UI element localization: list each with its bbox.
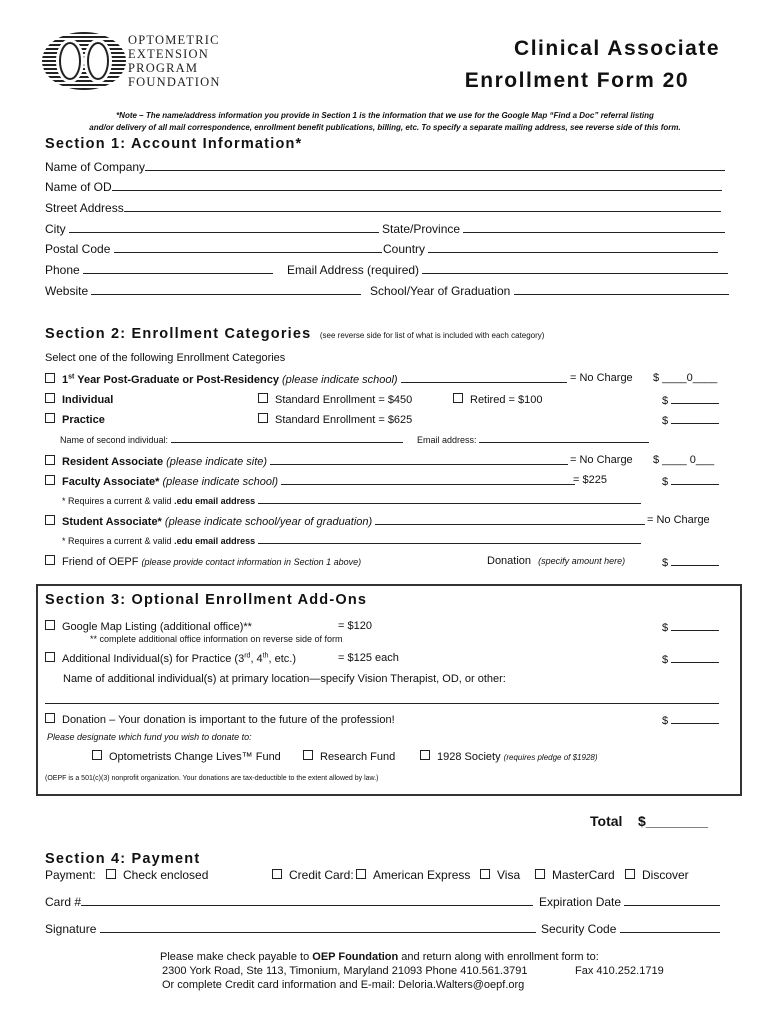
google-map-note: ** complete additional office information on reverse side of form: [90, 634, 343, 644]
google-map-option[interactable]: [45, 620, 252, 633]
friend-dollar: $: [662, 557, 669, 569]
student-note: (please indicate school/year of graduation): [164, 516, 373, 528]
card-number-field[interactable]: [45, 895, 533, 909]
first-year-label-a: 1: [62, 374, 69, 386]
google-map-amount-line[interactable]: [671, 620, 719, 631]
school-line[interactable]: [514, 284, 729, 295]
note: [60, 110, 710, 133]
friend-donation-note: (specify amount here): [538, 556, 626, 566]
faculty-option[interactable]: [45, 474, 575, 488]
company-line[interactable]: [145, 160, 725, 171]
designate-fund-label: Please designate which fund you wish to donate to:: [47, 732, 252, 742]
practice-standard-checkbox[interactable]: [258, 413, 268, 423]
section-2-title-note: (see reverse side for list of what is included with each category): [319, 331, 545, 340]
credit-card-label: Credit Card:: [289, 868, 354, 882]
nonprofit-note: (OEPF is a 501(c)(3) nonprofit organization. Your donations are tax-deductible to the extent allowed by law.): [45, 775, 379, 782]
friend-checkbox[interactable]: [45, 555, 55, 565]
individual-retired-checkbox[interactable]: [453, 393, 463, 403]
additional-amount[interactable]: [662, 652, 719, 666]
donation-label-row: [487, 555, 625, 567]
faculty-edu-prefix: * Requires a current & valid: [62, 496, 172, 506]
first-year-note: (please indicate school): [282, 374, 398, 386]
street-line[interactable]: [124, 201, 721, 212]
student-edu-field[interactable]: [62, 535, 641, 546]
practice-option[interactable]: [45, 413, 105, 426]
additional-label-c: , etc.): [268, 653, 297, 665]
fund-research-label: Research Fund: [320, 751, 396, 763]
donation-amount-line[interactable]: [671, 713, 719, 724]
donation-option[interactable]: [45, 713, 395, 726]
form-title-line-1: Clinical Associate: [514, 37, 720, 60]
resident-checkbox[interactable]: [45, 455, 55, 465]
additional-individual-checkbox[interactable]: [45, 652, 55, 662]
logo-line-3: PROGRAM: [128, 61, 199, 75]
card-number-line[interactable]: [81, 895, 533, 906]
student-charge: = No Charge: [647, 514, 710, 526]
individual-amount-line[interactable]: [671, 393, 719, 404]
phone-label: Phone: [45, 263, 80, 277]
mastercard-option[interactable]: [535, 868, 615, 882]
student-edu-prefix: * Requires a current & valid: [62, 536, 172, 546]
logo-line-1: OPTOMETRIC: [128, 33, 220, 47]
footer-line-1-c: and return along with enrollment form to:: [398, 951, 599, 963]
total-value[interactable]: $________: [638, 813, 709, 829]
visa-label: Visa: [497, 868, 521, 882]
additional-individual-option[interactable]: [45, 652, 296, 665]
discover-option[interactable]: [625, 868, 689, 882]
donation-amount[interactable]: [662, 713, 719, 727]
additional-dollar: $: [662, 654, 669, 666]
state-label: State/Province: [382, 222, 461, 236]
fund-research-option[interactable]: [303, 750, 395, 763]
signature-field[interactable]: [45, 922, 536, 936]
total-label: Total: [590, 813, 623, 829]
first-year-sup: st: [68, 373, 75, 381]
visa-option[interactable]: [480, 868, 520, 882]
faculty-amount-line[interactable]: [671, 474, 719, 485]
od-field[interactable]: [45, 180, 722, 194]
company-field[interactable]: [45, 160, 725, 174]
friend-amount[interactable]: [662, 555, 719, 569]
fund-ocl-label: Optometrists Change Lives™ Fund: [109, 751, 281, 763]
logo-line-2: EXTENSION: [128, 47, 209, 61]
student-edu-line[interactable]: [258, 535, 641, 544]
second-individual-field[interactable]: [60, 434, 403, 445]
resident-amount: $ ____ 0___: [653, 454, 715, 466]
friend-donation-label: Donation: [487, 555, 532, 567]
signature-line[interactable]: [100, 922, 536, 933]
practice-amount[interactable]: [662, 413, 719, 427]
fund-ocl-option[interactable]: [92, 750, 281, 763]
first-year-checkbox[interactable]: [45, 373, 55, 383]
resident-charge: = No Charge: [570, 454, 633, 466]
google-map-price: = $120: [338, 620, 372, 632]
street-label: Street Address: [45, 201, 124, 215]
logo-wordmark: [128, 33, 221, 89]
credit-card-checkbox[interactable]: [272, 869, 282, 879]
individual-label: Individual: [62, 394, 114, 406]
second-individual-label: Name of second individual:: [60, 435, 169, 445]
practice-dollar: $: [662, 415, 669, 427]
visa-checkbox[interactable]: [480, 869, 490, 879]
google-map-label: Google Map Listing (additional office)**: [62, 621, 252, 633]
individual-option[interactable]: [45, 393, 113, 406]
email-field[interactable]: [287, 263, 728, 277]
footer-fax: Fax 410.252.1719: [575, 965, 664, 977]
amex-checkbox[interactable]: [356, 869, 366, 879]
card-number-label: Card #: [45, 895, 82, 909]
section-3-box: [36, 584, 742, 796]
fund-1928-note: (requires pledge of $1928): [503, 753, 598, 762]
student-checkbox[interactable]: [45, 515, 55, 525]
second-individual-line[interactable]: [171, 434, 403, 443]
amex-option[interactable]: [356, 868, 470, 882]
credit-card-option[interactable]: [272, 868, 354, 882]
practice-amount-line[interactable]: [671, 413, 719, 424]
signature-label: Signature: [45, 922, 97, 936]
expiration-field[interactable]: [539, 895, 720, 909]
donation-dollar: $: [662, 715, 669, 727]
discover-checkbox[interactable]: [625, 869, 635, 879]
note-line-1: *Note – The name/address information you provide in Section 1 is the information that we use for the Google Map “Find a Doc” referral listing: [116, 111, 654, 120]
state-line[interactable]: [463, 222, 725, 233]
section-2-title: Section 2: Enrollment Categories: [45, 326, 312, 342]
faculty-note: (please indicate school): [162, 476, 279, 488]
second-email-field[interactable]: [417, 434, 649, 445]
resident-option[interactable]: [45, 454, 568, 468]
faculty-edu-line[interactable]: [258, 495, 641, 504]
select-instruction: Select one of the following Enrollment Categories: [45, 352, 286, 364]
practice-checkbox[interactable]: [45, 413, 55, 423]
first-year-option[interactable]: [45, 372, 567, 386]
second-email-label: Email address:: [417, 435, 477, 445]
footer-address: 2300 York Road, Ste 113, Timonium, Maryland 21093 Phone 410.561.3791: [162, 965, 528, 977]
first-year-school-line[interactable]: [401, 372, 567, 383]
country-label: Country: [383, 242, 426, 256]
practice-label: Practice: [62, 414, 105, 426]
additional-names-label: Name of additional individual(s) at primary location—specify Vision Therapist, OD, or other:: [63, 673, 506, 685]
google-map-dollar: $: [662, 622, 669, 634]
state-field[interactable]: [382, 222, 725, 236]
city-line[interactable]: [69, 222, 379, 233]
phone-field[interactable]: [45, 263, 273, 277]
logo-line-4: FOUNDATION: [128, 75, 221, 89]
website-field[interactable]: [45, 284, 361, 298]
country-field[interactable]: [383, 242, 718, 256]
additional-price: = $125 each: [338, 652, 399, 664]
donation-checkbox[interactable]: [45, 713, 55, 723]
discover-label: Discover: [642, 868, 689, 882]
resident-label: Resident Associate: [62, 456, 164, 468]
street-field[interactable]: [45, 201, 721, 215]
additional-label-a: Additional Individual(s) for Practice (3: [62, 653, 245, 665]
email-line[interactable]: [422, 263, 728, 274]
student-label: Student Associate*: [62, 516, 162, 528]
donation-label: Donation – Your donation is important to the future of the profession!: [62, 714, 395, 726]
email-label: Email Address (required): [287, 263, 420, 277]
friend-note: (please provide contact information in Section 1 above): [141, 557, 362, 567]
school-label: School/Year of Graduation: [370, 284, 511, 298]
first-year-label-b: Year Post-Graduate or Post-Residency: [74, 374, 279, 386]
faculty-label: Faculty Associate*: [62, 476, 160, 488]
website-line[interactable]: [91, 284, 361, 295]
expiration-line[interactable]: [624, 895, 720, 906]
section-4-title: Section 4: Payment: [45, 851, 201, 867]
faculty-edu-bold: .edu email address: [174, 496, 256, 506]
check-enclosed-option[interactable]: [106, 868, 208, 882]
section-3-title: Section 3: Optional Enrollment Add-Ons: [45, 592, 368, 608]
faculty-school-line[interactable]: [281, 474, 575, 485]
google-map-amount[interactable]: [662, 620, 719, 634]
city-label: City: [45, 222, 66, 236]
od-line[interactable]: [112, 180, 722, 191]
friend-amount-line[interactable]: [671, 555, 719, 566]
friend-option[interactable]: [45, 555, 361, 568]
individual-standard-label: Standard Enrollment = $450: [275, 394, 413, 406]
postal-field[interactable]: [45, 242, 382, 256]
footer-line-1: [160, 951, 599, 963]
additional-amount-line[interactable]: [671, 652, 719, 663]
check-enclosed-checkbox[interactable]: [106, 869, 116, 879]
postal-label: Postal Code: [45, 242, 111, 256]
individual-retired-label: Retired = $100: [470, 394, 543, 406]
resident-note: (please indicate site): [166, 456, 268, 468]
student-edu-bold: .edu email address: [174, 536, 256, 546]
individual-retired-option[interactable]: [453, 393, 542, 406]
payment-label: Payment:: [45, 868, 96, 882]
postal-line[interactable]: [114, 242, 382, 253]
form-title-line-2: Enrollment Form 20: [464, 69, 689, 92]
student-school-line[interactable]: [375, 514, 645, 525]
first-year-amount: $ ____0____: [653, 372, 718, 384]
individual-dollar: $: [662, 395, 669, 407]
fund-1928-option[interactable]: [420, 750, 598, 763]
individual-standard-checkbox[interactable]: [258, 393, 268, 403]
company-label: Name of Company: [45, 160, 146, 174]
footer-line-1-a: Please make check payable to: [160, 951, 313, 963]
individual-standard-option[interactable]: [258, 393, 412, 406]
section-1-title: Section 1: Account Information*: [45, 136, 303, 152]
resident-site-line[interactable]: [270, 454, 568, 465]
phone-line[interactable]: [83, 263, 273, 274]
note-line-2: and/or delivery of all mail correspondence, enrollment benefit publications, billing, etc. To specify a separate mailing address, see reverse side of this form.: [89, 122, 681, 132]
friend-label: Friend of OEPF: [62, 556, 139, 568]
footer-email[interactable]: Or complete Credit card information and E-mail: Deloria.Walters@oepf.org: [162, 979, 525, 991]
security-code-field[interactable]: [541, 922, 720, 936]
mastercard-label: MasterCard: [552, 868, 615, 882]
additional-names-line[interactable]: [45, 693, 719, 704]
additional-sup-1: rd: [244, 652, 251, 660]
second-email-line[interactable]: [479, 434, 649, 443]
security-code-line[interactable]: [620, 922, 720, 933]
practice-standard-option[interactable]: [258, 413, 412, 426]
check-enclosed-label: Check enclosed: [123, 868, 209, 882]
practice-standard-label: Standard Enrollment = $625: [275, 414, 413, 426]
fund-ocl-checkbox[interactable]: [92, 750, 102, 760]
individual-amount[interactable]: [662, 393, 719, 407]
city-field[interactable]: [45, 222, 379, 236]
school-field[interactable]: [370, 284, 729, 298]
security-code-label: Security Code: [541, 922, 617, 936]
footer-payee: OEP Foundation: [312, 951, 399, 963]
oepf-logo-mark: [40, 30, 128, 92]
fund-1928-label: 1928 Society: [437, 751, 501, 763]
faculty-amount[interactable]: [662, 474, 719, 488]
section-2-header: [45, 325, 544, 343]
faculty-charge: = $225: [573, 474, 607, 486]
expiration-label: Expiration Date: [539, 895, 622, 909]
website-label: Website: [45, 284, 89, 298]
additional-label-b: , 4: [250, 653, 263, 665]
faculty-checkbox[interactable]: [45, 475, 55, 485]
first-year-charge: = No Charge: [570, 372, 633, 384]
additional-sup-2: th: [262, 652, 269, 660]
student-option[interactable]: [45, 514, 645, 528]
individual-checkbox[interactable]: [45, 393, 55, 403]
faculty-edu-field[interactable]: [62, 495, 641, 506]
od-label: Name of OD: [45, 180, 112, 194]
country-line[interactable]: [428, 242, 718, 253]
google-map-checkbox[interactable]: [45, 620, 55, 630]
amex-label: American Express: [373, 868, 471, 882]
fund-research-checkbox[interactable]: [303, 750, 313, 760]
fund-1928-checkbox[interactable]: [420, 750, 430, 760]
mastercard-checkbox[interactable]: [535, 869, 545, 879]
faculty-dollar: $: [662, 476, 669, 488]
